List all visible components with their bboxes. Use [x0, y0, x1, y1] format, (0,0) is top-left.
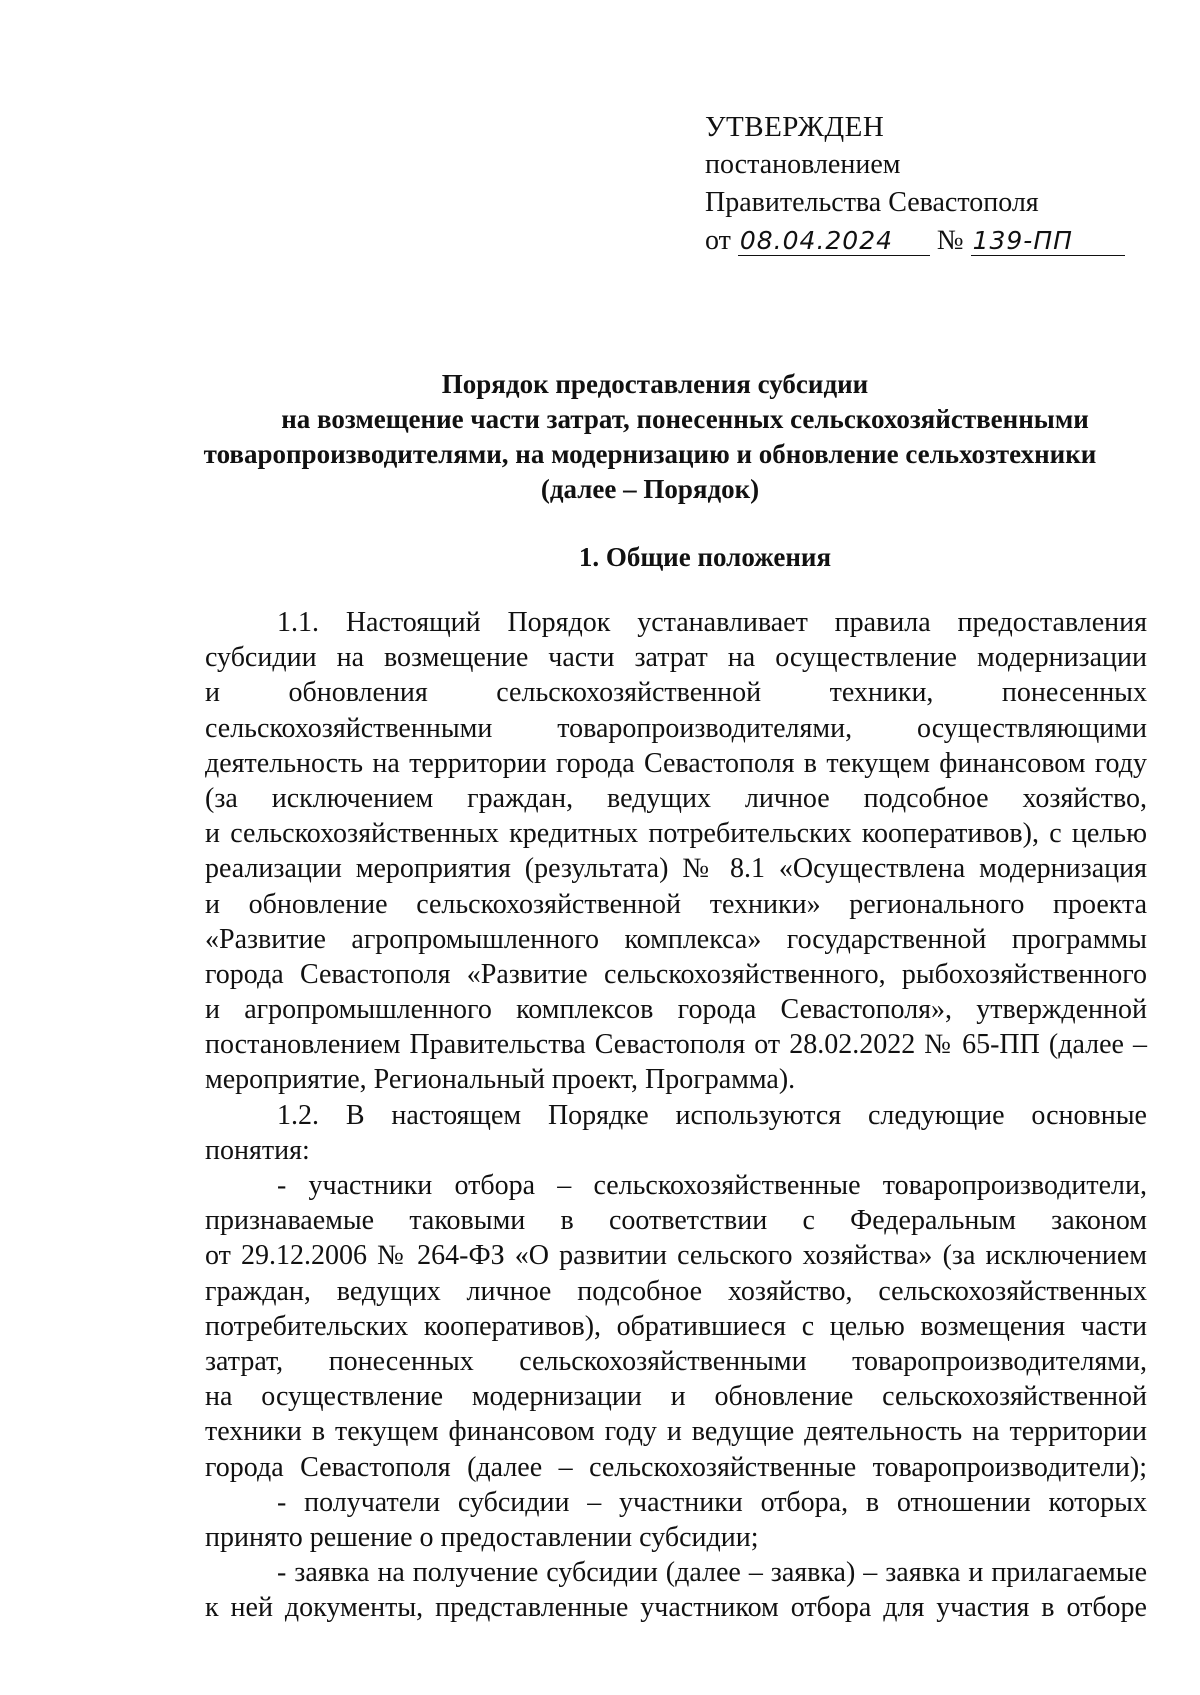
approval-line-1: постановлением [705, 149, 901, 180]
title-line-2: на возмещение части затрат, понесенных сельскохозяйственными [281, 404, 1089, 434]
body-line: от 29.12.2006 № 264-ФЗ «О развитии сельского хозяйства» (за исключением [205, 1240, 1147, 1272]
body-line: граждан, ведущих личное подсобное хозяйство, сельскохозяйственных [205, 1275, 1147, 1307]
body-line: и обновление сельскохозяйственной техники» регионального проекта [205, 888, 1147, 920]
body-line: (за исключением граждан, ведущих личное подсобное хозяйство, [205, 782, 1147, 814]
body-line: техники в текущем финансовом году и ведущие деятельность на территории [205, 1416, 1147, 1448]
body-line: к ней документы, представленные участником отбора для участия в отборе [205, 1592, 1147, 1624]
body-line: - заявка на получение субсидии (далее – заявка) – заявка и прилагаемые [277, 1557, 1147, 1589]
handwritten-date: 08.04.2024 [738, 227, 930, 256]
approval-stamp [705, 108, 1135, 260]
approval-heading: УТВЕРЖДЕН [705, 111, 885, 143]
body-line: сельскохозяйственными товаропроизводителями, осуществляющими [205, 712, 1147, 744]
body-line: потребительских кооперативов), обратившиеся с целью возмещения части [205, 1310, 1147, 1342]
body-line: города Севастополя (далее – сельскохозяйственные товаропроизводители); [205, 1451, 1147, 1483]
handwritten-number: 139-ПП [971, 227, 1125, 256]
body-line: - получатели субсидии – участники отбора, в отношении которых [277, 1486, 1147, 1518]
approval-date-line [705, 222, 1135, 260]
section-heading: 1. Общие положения [578, 542, 832, 572]
number-prefix: № [936, 225, 964, 256]
date-prefix: от [705, 225, 731, 256]
body-line: и обновления сельскохозяйственной техники, понесенных [205, 677, 1147, 709]
document-body [205, 605, 1147, 1625]
body-line: принято решение о предоставлении субсидии; [205, 1521, 759, 1553]
body-line: деятельность на территории города Севастополя в текущем финансовом году [205, 747, 1147, 779]
body-line: понятия: [205, 1134, 310, 1166]
body-line: и сельскохозяйственных кредитных потребительских кооперативов), с целью [205, 818, 1147, 850]
approval-line-2: Правительства Севастополя [705, 187, 1039, 218]
body-line: мероприятие, Региональный проект, Программа). [205, 1064, 796, 1096]
title-line-3: товаропроизводителями, на модернизацию и обновление сельхозтехники [203, 439, 1097, 469]
body-line: признаваемые таковыми в соответствии с Федеральным законом [205, 1205, 1147, 1237]
body-line: и агропромышленного комплексов города Севастополя», утвержденной [205, 994, 1147, 1026]
body-line: субсидии на возмещение части затрат на осуществление модернизации [205, 642, 1147, 674]
body-line: на осуществление модернизации и обновление сельскохозяйственной [205, 1381, 1147, 1413]
body-line: затрат, понесенных сельскохозяйственными товаропроизводителями, [205, 1345, 1147, 1377]
body-line: 1.2. В настоящем Порядке используются следующие основные [277, 1099, 1147, 1131]
document-title [150, 367, 1150, 507]
body-line: «Развитие агропромышленного комплекса» государственной программы [205, 923, 1147, 955]
title-line-1: Порядок предоставления субсидии [441, 369, 869, 399]
title-line-4: (далее – Порядок) [540, 474, 760, 504]
body-line: постановлением Правительства Севастополя от 28.02.2022 № 65-ПП (далее – [205, 1029, 1147, 1061]
body-line: 1.1. Настоящий Порядок устанавливает правила предоставления [277, 607, 1147, 638]
body-line: города Севастополя «Развитие сельскохозяйственного, рыбохозяйственного [205, 958, 1147, 990]
body-line: реализации мероприятия (результата) № 8.1 «Осуществлена модернизация [205, 853, 1147, 885]
body-line: - участники отбора – сельскохозяйственные товаропроизводители, [277, 1170, 1147, 1201]
